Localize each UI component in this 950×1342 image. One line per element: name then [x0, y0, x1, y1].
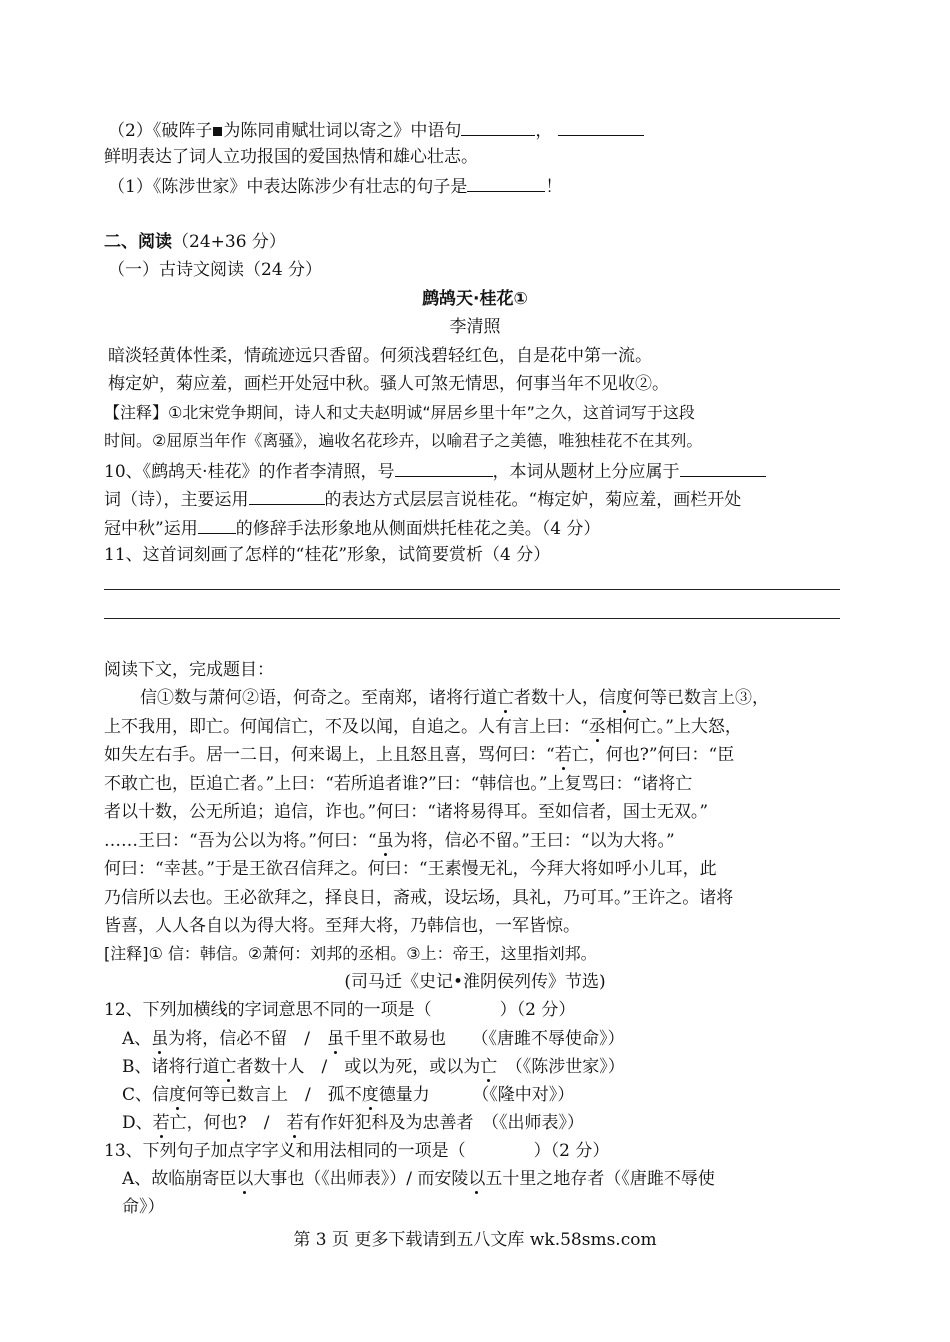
dotted-char: 若	[286, 1113, 304, 1133]
q10-text-3a: 冠中秋”运用	[104, 519, 198, 539]
poem-line-2: 梅定妒，菊应羞，画栏开处冠中秋。骚人可煞无情思，何事当年不见收②。	[108, 374, 669, 394]
passage-line-7: 何曰：“幸甚。”于是王欲召信拜之。何曰：“王素慢无礼，今拜大将如呼小儿耳，此	[104, 859, 717, 879]
dotted-char: 若	[554, 745, 572, 765]
dotted-char: 以	[236, 1169, 254, 1189]
q2-continuation: 鲜明表达了词人立功报国的爱国热情和雄心壮志。	[104, 147, 478, 167]
passage-text: 亡，何也?”何曰：“臣	[571, 745, 735, 765]
dotted-char: 丞	[588, 717, 606, 737]
passage-line-6	[104, 829, 675, 853]
dotted-char: 度	[361, 1085, 379, 1105]
passage-text: 者数十人，信	[514, 688, 616, 708]
q10-text-1a: 10、《鹧鸪天·桂花》的作者李清照，号	[104, 462, 395, 482]
option-text: 德量力 （《隆中对》）	[378, 1085, 575, 1105]
q2-middle: 为陈同甫赋壮词以寄之》中语句	[223, 121, 462, 141]
subsection-ancient: （一）古诗文阅读（24 分）	[108, 260, 323, 280]
option-text: D、	[122, 1113, 153, 1133]
q1-end: ！	[545, 177, 563, 197]
dotted-char: 虽	[376, 831, 394, 851]
q10-text-3b: 的修辞手法形象地从侧面烘托桂花之美。（4 分）	[235, 519, 601, 539]
q10-blank-expression[interactable]	[249, 486, 325, 505]
q1-blank[interactable]	[467, 173, 545, 192]
q10-line-3	[104, 515, 600, 541]
passage-intro: 阅读下文，完成题目：	[104, 660, 274, 680]
passage-line-3	[104, 743, 734, 767]
q10-line-2	[104, 486, 741, 512]
q1-fill-line	[108, 173, 562, 199]
option-text: 千里不敢易也 （《唐雎不辱使命》）	[344, 1029, 625, 1049]
q10-blank-genre[interactable]	[680, 458, 766, 477]
passage-line-2	[104, 715, 742, 739]
q13-option-a[interactable]	[122, 1167, 715, 1191]
option-text: （《陈涉世家》）	[497, 1057, 625, 1077]
option-text: C、信	[122, 1085, 170, 1105]
option-text: 为将，信必不留 /	[168, 1029, 328, 1049]
q10-blank-hao[interactable]	[395, 458, 493, 477]
passage-text: 何等已数言上③，	[633, 688, 769, 708]
section-title: 二、阅读	[104, 232, 172, 252]
option-text: 何等已数言上 / 孤不	[186, 1085, 362, 1105]
passage-line-8: 乃信所以去也。王必欲拜之，择良日，斋戒，设坛场，具礼，乃可耳。”王许之。诸将	[104, 888, 734, 908]
dotted-char: 以	[468, 1169, 486, 1189]
option-text: A、故临崩寄臣	[122, 1169, 237, 1189]
dotted-char: 虽	[151, 1029, 169, 1049]
option-text: 亡，何也? /	[169, 1113, 287, 1133]
q13-option-a-cont: 命》）	[122, 1197, 165, 1217]
option-text: 者数十人 / 或以为死，或以为	[236, 1057, 481, 1077]
q10-text-2b: 的表达方式层层言说桂花。“梅定妒，菊应羞，画栏开处	[324, 490, 742, 510]
q11-question: 11、这首词刻画了怎样的“桂花”形象，试简要赏析（4 分）	[104, 545, 551, 565]
q10-line-1	[104, 458, 766, 484]
dotted-char: 度	[169, 1085, 187, 1105]
poem-title: 鹧鸪天·桂花①	[422, 289, 528, 309]
dotted-char: 亡	[480, 1057, 498, 1077]
passage-line-9: 皆喜，人人各自以为得大将。至拜大将，乃韩信也，一军皆惊。	[104, 916, 580, 936]
section-score: （24+36 分）	[172, 232, 286, 252]
q10-text-1b: ，本词从题材上分应属于	[492, 462, 680, 482]
passage-line-1	[140, 686, 769, 710]
passage-text: 相何亡。”上大怒，	[605, 717, 742, 737]
option-text: B、诸将行道	[122, 1057, 220, 1077]
passage-text: 上不我用，即亡。何闻信亡，不及以闻，自追之。人有言上曰：“	[104, 717, 589, 737]
passage-text: ……王曰：“吾为公以为将。”何曰：“	[104, 831, 377, 851]
q2-blank-1[interactable]	[461, 117, 535, 136]
passage-line-5: 者以十数，公无所追；追信，诈也。”何曰：“诸将易得耳。至如信者，国士无双。”	[104, 802, 709, 822]
poem-note-2: 时间。②屈原当年作《离骚》，遍收名花珍卉，以喻君子之美德，唯独桂花不在其列。	[104, 431, 703, 450]
option-text: 五十里之地存者（《唐雎不辱使	[485, 1169, 715, 1189]
poem-note-1: 【注释】①北宋党争期间，诗人和丈夫赵明诚“屏居乡里十年”之久，这首词写于这段	[104, 403, 695, 422]
passage-text: 为将，信必不留。”王曰：“以为大将。”	[393, 831, 675, 851]
dotted-char: 度	[616, 688, 633, 708]
page-footer: 第 3 页 更多下载请到五八文库 wk.58sms.com	[293, 1230, 657, 1250]
passage-text: 如失左右手。居一二日，何来谒上，上且怒且喜，骂何曰：“	[104, 745, 555, 765]
q2-prefix: （2）《破阵子	[108, 121, 213, 141]
square-icon	[213, 127, 222, 136]
passage-note: [注释]① 信：韩信。②萧何：刘邦的丞相。③上：帝王，这里指刘邦。	[104, 944, 597, 963]
q2-fill-line	[108, 117, 644, 143]
q2-blank-2[interactable]	[558, 117, 644, 136]
q2-comma: ，	[535, 121, 553, 141]
dotted-char: 亡	[497, 688, 514, 708]
passage-source: (司马迁《史记•淮阴侯列传》节选)	[344, 972, 606, 992]
option-text: A、	[122, 1029, 152, 1049]
q10-text-2a: 词（诗），主要运用	[104, 490, 249, 510]
dotted-char: 虽	[327, 1029, 345, 1049]
q12-option-c[interactable]	[122, 1083, 574, 1107]
q10-blank-rhetoric[interactable]	[198, 515, 236, 534]
passage-text: 信①数与萧何②语，何奇之。至南郑，诸将行道	[140, 688, 497, 708]
poem-author: 李清照	[449, 317, 501, 337]
option-text: 有作奸犯科及为忠善者 （《出师表》）	[303, 1113, 584, 1133]
poem-line-1: 暗淡轻黄体性柔，情疏迹远只香留。何须浅碧轻红色，自是花中第一流。	[108, 346, 652, 366]
dotted-char: 若	[152, 1113, 170, 1133]
q12-option-b[interactable]	[122, 1055, 625, 1079]
option-text: 大事也（《出师表》）/ 而安陵	[253, 1169, 469, 1189]
q12-option-a[interactable]	[122, 1027, 625, 1051]
q13-stem: 13、下列句子加点字字义和用法相同的一项是（ ）（2 分）	[104, 1141, 610, 1161]
q11-answer-line-2[interactable]	[104, 618, 840, 619]
q1-prefix: （1）《陈涉世家》中表达陈涉少有壮志的句子是	[108, 177, 468, 197]
q12-stem: 12、下列加横线的字词意思不同的一项是（ ）（2 分）	[104, 1000, 576, 1020]
passage-line-4: 不敢亡也，臣追亡者。”上曰：“若所追者谁?”曰：“韩信也。”上复骂曰：“诸将亡	[104, 774, 693, 794]
section-heading	[104, 230, 286, 254]
q12-option-d[interactable]	[122, 1111, 584, 1135]
q11-answer-line-1[interactable]	[104, 589, 840, 590]
dotted-char: 亡	[219, 1057, 237, 1077]
